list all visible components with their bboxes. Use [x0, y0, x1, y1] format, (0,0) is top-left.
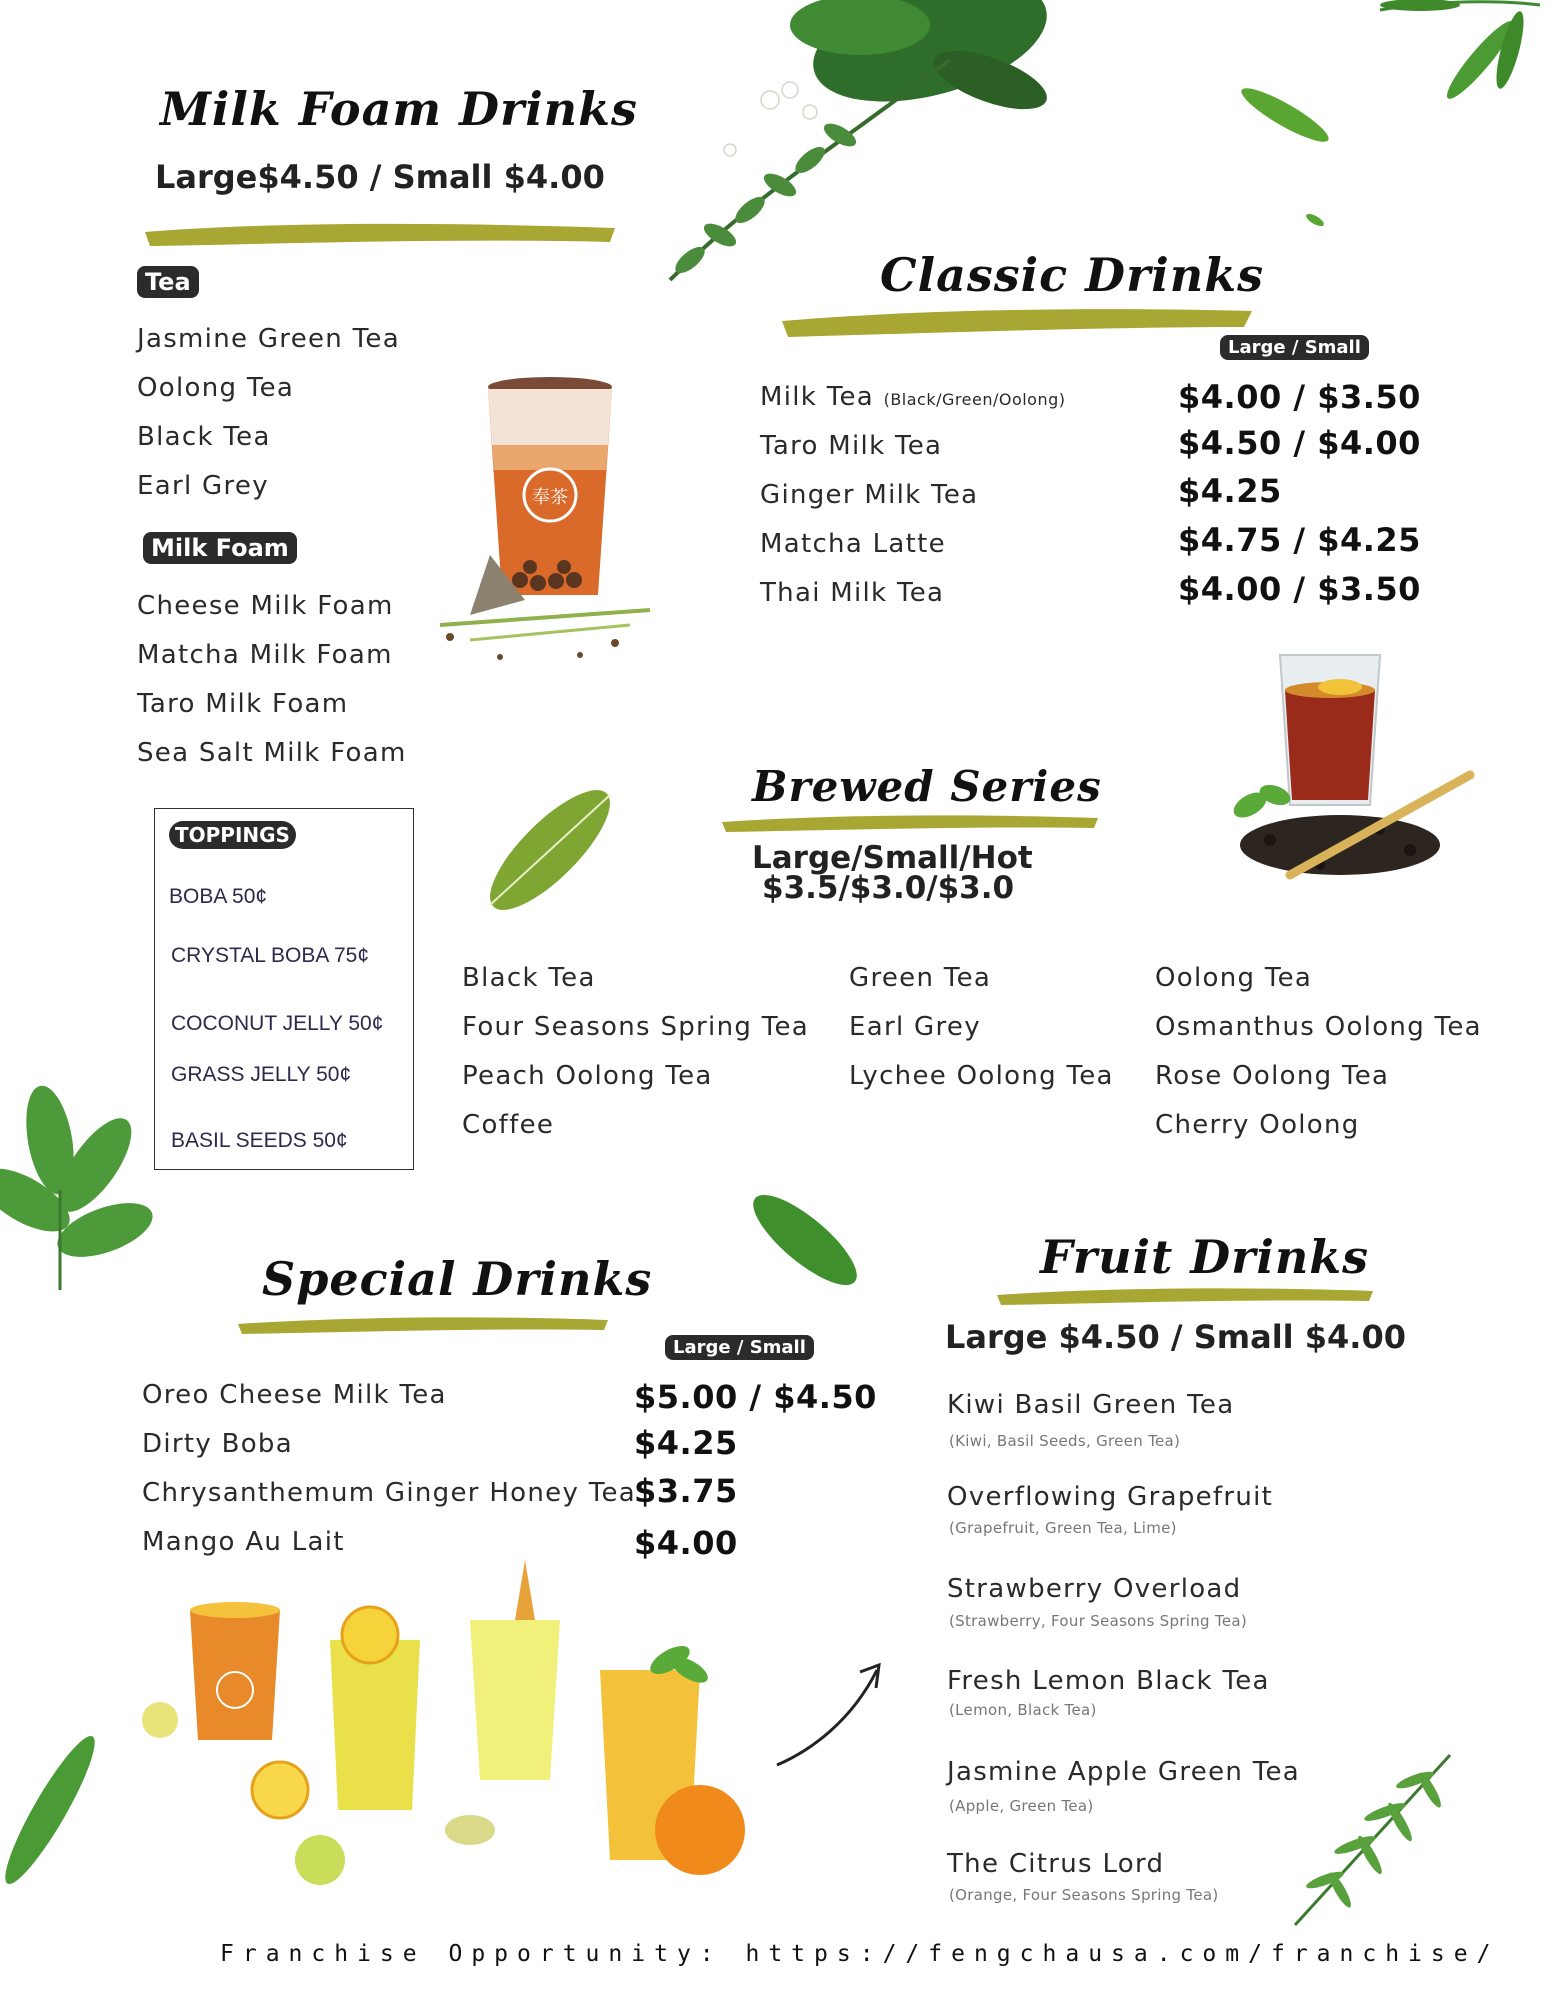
leaf-icon: [0, 1720, 100, 1900]
fruit-drinks-icon: [130, 1560, 770, 1890]
fruit-item-sub: (Apple, Green Tea): [949, 1797, 1094, 1815]
brewed-price-line1: Large/Small/Hot: [752, 840, 1033, 876]
fruit-item: Jasmine Apple Green Tea: [947, 1757, 1301, 1787]
topping-item: COCONUT JELLY 50¢: [171, 1012, 384, 1035]
fruit-item: Overflowing Grapefruit: [947, 1482, 1274, 1512]
classic-item: Matcha Latte: [760, 529, 946, 559]
brush-stroke: [997, 1283, 1373, 1307]
brewed-item: Oolong Tea: [1155, 963, 1313, 993]
brewed-item: Cherry Oolong: [1155, 1110, 1360, 1140]
arrow-icon: [772, 1660, 892, 1770]
leaf-icon: [1360, 0, 1550, 120]
fruit-item-sub: (Kiwi, Basil Seeds, Green Tea): [949, 1432, 1181, 1450]
fruit-item: Kiwi Basil Green Tea: [947, 1390, 1235, 1420]
foam-item: Cheese Milk Foam: [137, 591, 394, 621]
classic-item-name: Milk Tea: [760, 382, 874, 412]
franchise-footer: Franchise Opportunity: https://fengchausa.com/franchise/: [220, 1941, 1500, 1967]
tea-glass-icon: [1230, 645, 1480, 895]
milk-foam-badge: Milk Foam: [143, 532, 297, 564]
classic-title: Classic Drinks: [880, 248, 1264, 302]
brewed-item: Osmanthus Oolong Tea: [1155, 1012, 1482, 1042]
leaf-icon: [470, 780, 630, 920]
special-size-badge: Large / Small: [665, 1335, 814, 1360]
cup-logo-text: 奉茶: [532, 487, 568, 508]
special-price: $4.00: [634, 1524, 738, 1562]
fern-icon: [1285, 1740, 1465, 1930]
fruit-title: Fruit Drinks: [1040, 1230, 1370, 1284]
classic-price: $4.00 / $3.50: [1178, 378, 1421, 416]
fruit-item-sub: (Grapefruit, Green Tea, Lime): [949, 1519, 1177, 1537]
topping-item: GRASS JELLY 50¢: [171, 1063, 352, 1086]
fruit-item: Strawberry Overload: [947, 1574, 1242, 1604]
leaf-icon: [0, 1080, 160, 1300]
classic-item: Ginger Milk Tea: [760, 480, 979, 510]
brush-stroke: [238, 1312, 608, 1336]
brewed-item: Rose Oolong Tea: [1155, 1061, 1390, 1091]
brewed-item: Green Tea: [849, 963, 992, 993]
topping-item: CRYSTAL BOBA 75¢: [171, 944, 370, 967]
classic-price: $4.75 / $4.25: [1178, 521, 1421, 559]
tea-item: Jasmine Green Tea: [137, 324, 400, 354]
brewed-item: Four Seasons Spring Tea: [462, 1012, 810, 1042]
classic-item-note: (Black/Green/Oolong): [883, 390, 1066, 409]
fruit-item: The Citrus Lord: [947, 1849, 1165, 1879]
milk-foam-title: Milk Foam Drinks: [160, 82, 638, 136]
special-item: Mango Au Lait: [142, 1527, 345, 1557]
leaf-icon: [1230, 80, 1340, 150]
fruit-item-sub: (Strawberry, Four Seasons Spring Tea): [949, 1612, 1248, 1630]
leaf-icon: [735, 1180, 875, 1310]
bubble-tea-cup-icon: [430, 375, 670, 695]
special-item: Dirty Boba: [142, 1429, 293, 1459]
foam-item: Matcha Milk Foam: [137, 640, 393, 670]
toppings-badge: TOPPINGS: [169, 821, 296, 849]
tea-badge: Tea: [137, 266, 199, 298]
tea-item: Oolong Tea: [137, 373, 295, 403]
classic-price: $4.50 / $4.00: [1178, 424, 1421, 462]
special-price: $3.75: [634, 1472, 738, 1510]
leaf-icon: [1300, 205, 1330, 235]
brush-stroke: [145, 220, 615, 250]
brewed-item: Peach Oolong Tea: [462, 1061, 713, 1091]
classic-price: $4.00 / $3.50: [1178, 570, 1421, 608]
brewed-item: Lychee Oolong Tea: [849, 1061, 1114, 1091]
toppings-box: [154, 808, 414, 1170]
tea-item: Black Tea: [137, 422, 271, 452]
special-price: $5.00 / $4.50: [634, 1378, 877, 1416]
foam-item: Taro Milk Foam: [137, 689, 349, 719]
fruit-price: Large $4.50 / Small $4.00: [945, 1318, 1406, 1356]
brewed-item: Earl Grey: [849, 1012, 981, 1042]
topping-item: BASIL SEEDS 50¢: [171, 1129, 348, 1152]
special-title: Special Drinks: [262, 1252, 653, 1306]
tea-item: Earl Grey: [137, 471, 269, 501]
brewed-item: Black Tea: [462, 963, 596, 993]
brewed-title: Brewed Series: [752, 762, 1102, 811]
classic-item: Thai Milk Tea: [760, 578, 945, 608]
special-price: $4.25: [634, 1424, 738, 1462]
fruit-item: Fresh Lemon Black Tea: [947, 1666, 1270, 1696]
foam-item: Sea Salt Milk Foam: [137, 738, 407, 768]
fruit-item-sub: (Lemon, Black Tea): [949, 1701, 1097, 1719]
fruit-item-sub: (Orange, Four Seasons Spring Tea): [949, 1886, 1219, 1904]
special-item: Oreo Cheese Milk Tea: [142, 1380, 447, 1410]
special-item: Chrysanthemum Ginger Honey Tea: [142, 1478, 637, 1508]
classic-item: [760, 382, 1066, 412]
classic-size-badge: Large / Small: [1220, 335, 1369, 360]
classic-item: Taro Milk Tea: [760, 431, 943, 461]
classic-price: $4.25: [1178, 472, 1282, 510]
brewed-price-line2: $3.5/$3.0/$3.0: [762, 870, 1015, 906]
milk-foam-price: Large$4.50 / Small $4.00: [155, 158, 605, 196]
topping-item: BOBA 50¢: [169, 885, 268, 908]
brush-stroke: [722, 812, 1098, 834]
brush-stroke: [782, 305, 1252, 339]
brewed-item: Coffee: [462, 1110, 555, 1140]
